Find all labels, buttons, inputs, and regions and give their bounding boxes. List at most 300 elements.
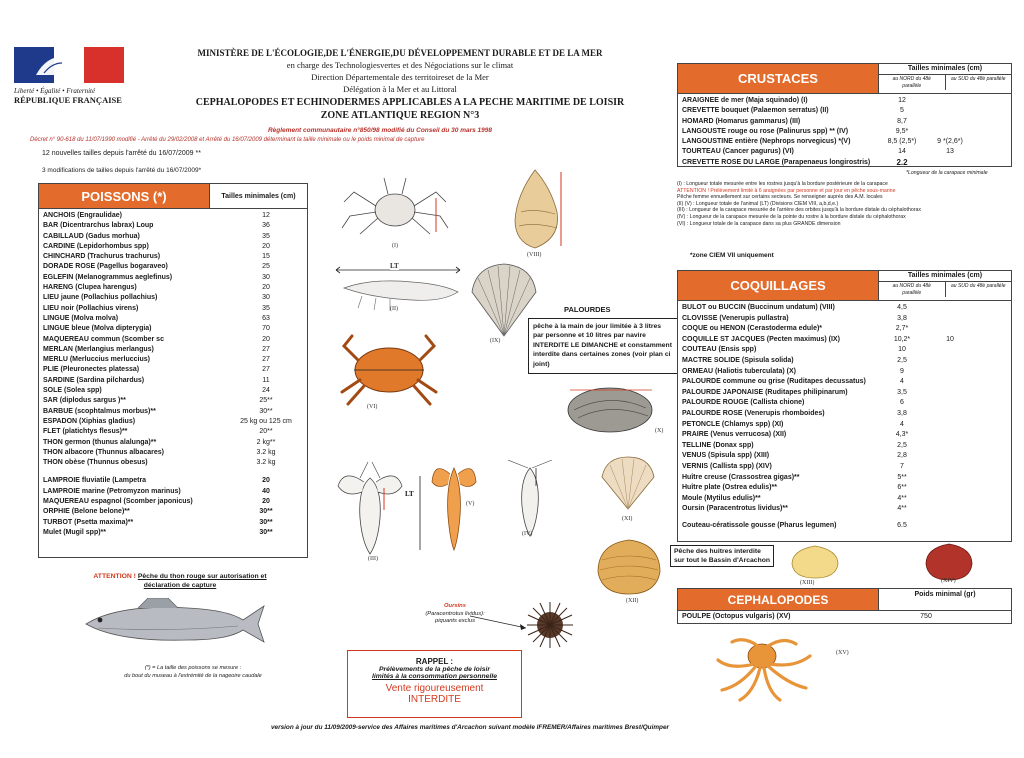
palourdes-title: PALOURDES bbox=[564, 305, 611, 314]
crustaces-notes bbox=[677, 181, 1012, 227]
crustacean-note: (II) (V) : Longueur totale de l'animal (LT) (Divisions CIEM VIII, a,b,d,e.) bbox=[677, 200, 839, 207]
fish-size: 25 kg ou 125 cm bbox=[240, 417, 292, 425]
attention-thon bbox=[70, 572, 290, 590]
size-north: 6.5 bbox=[897, 521, 907, 529]
coquillages-table bbox=[677, 270, 1012, 542]
shellfish-name: Huître plate (Ostrea edulis)** bbox=[682, 484, 777, 492]
size-south bbox=[926, 314, 974, 325]
table-row bbox=[682, 158, 1007, 168]
fish-name: ORPHIE (Belone belone)** bbox=[43, 508, 130, 516]
crustacean-name: LANGOUSTE rouge ou rose (Palinurus spp) ** (IV) bbox=[682, 127, 849, 135]
table-row bbox=[682, 367, 1007, 378]
size-north: 2,8 bbox=[897, 452, 907, 460]
fish-size: 15 bbox=[262, 253, 270, 261]
size-south bbox=[926, 356, 974, 367]
table-row bbox=[43, 273, 303, 283]
crustacean-note: (VI) : Longueur totale de la carapace dans sa plus GRANDE dimension bbox=[677, 220, 841, 227]
fish-name: MAQUEREAU espagnol (Scomber japonicus) bbox=[43, 498, 193, 506]
table-row bbox=[682, 303, 1007, 314]
size-north: 4** bbox=[897, 494, 907, 502]
fish-name: SARDINE (Sardina pilchardus) bbox=[43, 376, 145, 384]
fish-size: 27 bbox=[262, 356, 270, 364]
crustacean-note: (I) : Longueur totale mesurée entre les rostres jusqu'à la bordure postérieure de la carapace bbox=[677, 181, 888, 187]
size-south bbox=[926, 158, 974, 168]
size-north: 6** bbox=[897, 484, 907, 492]
fig-label-lt-1: LT bbox=[390, 262, 399, 270]
rappel-title: RAPPEL : bbox=[415, 657, 454, 666]
table-row bbox=[682, 462, 1007, 473]
fish-size: 27 bbox=[262, 366, 270, 374]
size-south bbox=[926, 127, 974, 137]
fish-size: 30** bbox=[259, 508, 273, 516]
cephalopodes-table bbox=[677, 588, 1012, 624]
direction-line: Direction Départementale des territoireset de la Mer bbox=[311, 72, 489, 82]
praire-illustration bbox=[594, 536, 664, 598]
fish-size: 40 bbox=[262, 487, 270, 495]
huitres-note bbox=[670, 545, 774, 567]
fish-name: LAMPROIE marine (Petromyzon marinus) bbox=[43, 487, 181, 495]
table-row bbox=[682, 388, 1007, 399]
oursin-arrow bbox=[468, 614, 530, 634]
fig-label-xiii: (XIII) bbox=[800, 580, 815, 586]
table-row bbox=[43, 438, 303, 448]
table-row bbox=[43, 293, 303, 303]
fish-name: MAQUEREAU commun (Scomber sc bbox=[43, 335, 164, 343]
oursin-illustration bbox=[525, 600, 575, 650]
size-south: 9 *(2,6*) bbox=[937, 138, 963, 146]
fig-label-vi: (VI) bbox=[367, 404, 378, 410]
table-row bbox=[682, 430, 1007, 441]
size-north: 4 bbox=[900, 420, 904, 428]
fig-label-v: (V) bbox=[466, 501, 475, 507]
table-row bbox=[682, 335, 1007, 346]
table-row bbox=[682, 409, 1007, 420]
shellfish-name: PALOURDE JAPONAISE (Ruditapes philipinarum) bbox=[682, 388, 848, 396]
shellfish-name: Oursin (Paracentrotus lividus)** bbox=[682, 505, 788, 513]
fish-name: TURBOT (Psetta maxima)** bbox=[43, 518, 134, 526]
regulation-line: Règlement communautaire n°850/98 modifié du Conseil du 30 mars 1998 bbox=[267, 127, 493, 134]
fish-size: 27 bbox=[262, 345, 270, 353]
table-row bbox=[43, 427, 303, 437]
shellfish-name: TELLINE (Donax spp) bbox=[682, 441, 754, 449]
table-row bbox=[682, 147, 1007, 157]
fish-size: 30** bbox=[259, 518, 273, 526]
table-row bbox=[43, 365, 303, 375]
crustacean-name: HOMARD (Homarus gammarus) (III) bbox=[682, 117, 801, 125]
table-row bbox=[43, 448, 303, 458]
crustaces-col-north: au NORD du 48è parallèle bbox=[892, 76, 931, 89]
fish-size: 25 bbox=[262, 263, 270, 271]
fish-size: 63 bbox=[262, 314, 270, 322]
table-row bbox=[682, 106, 1007, 116]
table-row bbox=[43, 528, 303, 538]
table-row bbox=[682, 324, 1007, 335]
size-south bbox=[926, 451, 974, 462]
fish-measure-note bbox=[98, 664, 288, 680]
fig-label-iii: (III) bbox=[368, 556, 378, 562]
shellfish-name: MACTRE SOLIDE (Spisula solida) bbox=[682, 356, 794, 364]
size-south bbox=[926, 388, 974, 399]
crustacean-name: ARAIGNEE de mer (Maja squinado) (I) bbox=[682, 97, 808, 104]
size-north: 4 bbox=[900, 378, 904, 386]
fish-note-line-2: du bout du museau à l'extrémité de la nageoire caudale bbox=[124, 673, 262, 679]
size-north: 10 bbox=[898, 346, 906, 354]
shellfish-name: PALOURDE ROSE (Venerupis rhomboides) bbox=[682, 409, 825, 417]
fish-name: THON albacore (Thunnus albacares) bbox=[43, 448, 164, 456]
fig-label-xi: (XI) bbox=[622, 516, 633, 522]
ministry-line: MINISTÈRE DE L'ÉCOLOGIE,DE L'ÉNERGIE,DU DÉVELOPPEMENT DURABLE ET DE LA MER bbox=[197, 48, 603, 58]
sea-bass-illustration bbox=[78, 598, 268, 648]
table-row bbox=[43, 497, 303, 507]
table-row bbox=[682, 398, 1007, 409]
shellfish-name: PALOURDE commune ou grise (Ruditapes decussatus) bbox=[682, 378, 866, 386]
size-south bbox=[926, 441, 974, 452]
table-row bbox=[43, 458, 303, 468]
size-south bbox=[926, 377, 974, 388]
size-south bbox=[926, 96, 974, 106]
table-row bbox=[43, 507, 303, 517]
fig-label-viii: (VIII) bbox=[527, 252, 542, 258]
size-south bbox=[926, 367, 974, 378]
rappel-line-2: limités à la consommation personnelle bbox=[371, 673, 498, 680]
crustacean-note: ATTENTION ! Prélèvement limité à 6 araignées par personne et par jour en pêche sous-marine bbox=[677, 187, 896, 194]
table-row bbox=[682, 473, 1007, 484]
shellfish-name: COQUE ou HENON (Cerastoderma edule)* bbox=[682, 325, 823, 333]
fish-name: MERLU (Merluccius merluccius) bbox=[43, 356, 150, 364]
attention-text-1: Pêche du thon rouge sur autorisation et bbox=[137, 573, 267, 580]
size-south bbox=[926, 462, 974, 473]
crustaces-title: CRUSTACES bbox=[678, 64, 878, 93]
table-row bbox=[43, 242, 303, 252]
cephalopodes-rows bbox=[678, 611, 1011, 622]
table-row bbox=[682, 345, 1007, 356]
fish-size: 20 bbox=[262, 477, 270, 485]
rappel-vente-1: Vente rigoureusement bbox=[385, 683, 484, 694]
size-north: 7 bbox=[900, 462, 904, 470]
table-row bbox=[43, 211, 303, 221]
fish-name: LAMPROIE fluviatile (Lampetra bbox=[43, 477, 147, 485]
table-row bbox=[43, 386, 303, 396]
fish-size: 30** bbox=[259, 528, 273, 536]
shellfish-name: ORMEAU (Haliotis tuberculata) (X) bbox=[682, 367, 796, 375]
crustacean-note: Pêche femme ennuellement sur certains secteurs. Se renseigner auprès des A.M. locales bbox=[677, 194, 883, 201]
flag-icon bbox=[14, 45, 124, 85]
size-south bbox=[926, 473, 974, 484]
crustacean-name: LANGOUSTINE entière (Nephrops norvegicus) *(V) bbox=[682, 138, 851, 146]
size-south bbox=[926, 521, 974, 532]
table-row bbox=[682, 494, 1007, 505]
table-row bbox=[43, 476, 303, 486]
crustacean-note: (III) : Longueur de la carapace mesurée de l'arrière des orbites jusqu'à la bordure distale du céphalothorax bbox=[677, 207, 921, 214]
crustacean-note: (IV) : Longueur de la carapace mesurée de la pointe du rostre à la bordure distale du céphalothorax bbox=[677, 213, 906, 220]
size-south bbox=[926, 483, 974, 494]
spider-crab-illustration bbox=[340, 172, 450, 242]
shellfish-name: Moule (Mytilus edulis)** bbox=[682, 494, 761, 502]
marianne-logo bbox=[14, 45, 124, 113]
size-south bbox=[926, 106, 974, 116]
fish-name: CARDINE (Lepidorhombus spp) bbox=[43, 242, 149, 250]
table-row bbox=[682, 612, 1007, 622]
table-row bbox=[43, 324, 303, 334]
table-row bbox=[43, 396, 303, 406]
table-row bbox=[43, 314, 303, 324]
fish-name: PLIE (Pleuronectes platessa) bbox=[43, 366, 140, 374]
cephalopodes-title: CEPHALOPODES bbox=[678, 589, 878, 610]
size-north: 14 bbox=[898, 148, 906, 156]
table-row bbox=[43, 355, 303, 365]
fish-name: CHINCHARD (Trachurus trachurus) bbox=[43, 253, 161, 261]
fish-name: LINGUE (Molva molva) bbox=[43, 314, 119, 322]
fish-name: THON obèse (Thunnus obesus) bbox=[43, 459, 148, 467]
fish-name: CABILLAUD (Gadus morhua) bbox=[43, 232, 140, 240]
poissons-col-header: Tailles minimales (cm) bbox=[209, 184, 307, 208]
size-north: 2,5 bbox=[897, 356, 907, 364]
fig-label-xv: (XV) bbox=[836, 650, 849, 656]
shellfish-name: COUTEAU (Ensis spp) bbox=[682, 346, 757, 354]
palourdes-box bbox=[528, 318, 678, 374]
fish-name: BARBUE (scophtalmus morbus)** bbox=[43, 407, 156, 415]
shellfish-name: PALOURDE ROUGE (Callista chione) bbox=[682, 399, 805, 407]
table-row bbox=[43, 335, 303, 345]
table-row bbox=[43, 262, 303, 272]
table-row bbox=[43, 221, 303, 231]
fish-size: 36 bbox=[262, 222, 270, 230]
coquillages-col-south: au SUD du 48è parallèle bbox=[945, 282, 1012, 297]
fish-size: 30 bbox=[262, 273, 270, 281]
fish-name: HARENG (Clupea harengus) bbox=[43, 284, 137, 292]
fish-name: DORADE ROSE (Pagellus bogaraveo) bbox=[43, 263, 168, 271]
fish-name: BAR (Dicentrarchus labrax) Loup bbox=[43, 222, 154, 230]
cephalopodes-col-header: Poids minimal (gr) bbox=[878, 589, 1011, 610]
crustaces-rows bbox=[678, 94, 1011, 168]
table-row bbox=[682, 521, 1007, 532]
crustacean-name: CREVETTE bouquet (Palaemon serratus) (II) bbox=[682, 107, 829, 115]
table-row bbox=[682, 314, 1007, 325]
shellfish-name: BULOT ou BUCCIN (Buccinum undatum) (VIII) bbox=[682, 304, 835, 311]
palourdes-text: pêche à la main de jour limitée à 3 litres par personne et 10 litres par navire INTERDITE LE DIMANCHE et constamment interdite dans certaines zones (voir plan ci joint) bbox=[533, 323, 672, 368]
huitres-note-line-2: sur tout le Bassin d'Arcachon bbox=[674, 557, 771, 564]
size-north: 9,5* bbox=[895, 127, 909, 135]
table-row bbox=[43, 407, 303, 417]
carapace-note: *Longueur de la carapace minimale bbox=[906, 170, 988, 176]
table-row bbox=[682, 127, 1007, 137]
size-south bbox=[926, 430, 974, 441]
fish-name: MERLAN (Merlangius merlangus) bbox=[43, 345, 154, 353]
coquillages-col-header: Tailles minimales (cm) bbox=[879, 271, 1011, 282]
shellfish-name: PRAIRE (Venus verrucosa) (XII) bbox=[682, 431, 787, 439]
size-north: 8,5 (2,5*) bbox=[887, 138, 917, 146]
fig-label-x: (X) bbox=[655, 428, 664, 434]
fish-name: FLET (platichtys flesus)** bbox=[43, 428, 128, 436]
table-row bbox=[43, 345, 303, 355]
whelk-illustration bbox=[505, 168, 565, 252]
fish-name: EGLEFIN (Melanogrammus aeglefinus) bbox=[43, 273, 173, 281]
spiny-lobster-illustration bbox=[500, 460, 560, 540]
oursin-line-1: (Paracentrotus lividus): bbox=[425, 610, 485, 617]
size-south bbox=[926, 117, 974, 127]
table-row bbox=[682, 451, 1007, 462]
fish-size: 20** bbox=[259, 428, 273, 436]
coquillages-rows bbox=[678, 301, 1011, 531]
size-north: 2,7* bbox=[895, 325, 909, 333]
size-north: 5** bbox=[897, 473, 907, 481]
size-south bbox=[926, 409, 974, 420]
coquillages-col-north: au NORD du 48è parallèle bbox=[892, 283, 931, 296]
rappel-line-1: Prélèvements de la pêche de loisir bbox=[378, 666, 491, 673]
table-row bbox=[43, 376, 303, 386]
table-row bbox=[682, 117, 1007, 127]
size-north: 12 bbox=[898, 97, 906, 104]
modifications-note: 3 modifications de tailles depuis l'arrêté du 16/07/2009* bbox=[42, 167, 202, 174]
fish-size: 20 bbox=[262, 498, 270, 506]
attention-label: ATTENTION ! bbox=[93, 573, 136, 580]
page-title: CEPHALOPODES ET ECHINODERMES APPLICABLES A LA PECHE MARITIME DE LOISIR bbox=[195, 97, 625, 108]
fish-size: 2 kg** bbox=[256, 438, 276, 446]
size-south bbox=[926, 494, 974, 505]
octopus-illustration bbox=[710, 634, 820, 704]
fish-name: LINGUE bleue (Molva dipterygia) bbox=[43, 325, 152, 333]
fish-size: 24 bbox=[262, 387, 270, 395]
size-south bbox=[926, 303, 974, 314]
fish-size: 12 bbox=[262, 212, 270, 219]
edible-crab-illustration bbox=[334, 330, 444, 414]
fish-size: 11 bbox=[262, 376, 270, 384]
republique-motto: Liberté • Égalité • Fraternité bbox=[14, 87, 96, 95]
fish-name: SAR (diplodus sargus )** bbox=[43, 397, 126, 405]
table-row bbox=[43, 252, 303, 262]
page-subtitle: ZONE ATLANTIQUE REGION N°3 bbox=[320, 110, 480, 121]
fish-size: 3.2 kg bbox=[256, 459, 276, 467]
size-south: 10 bbox=[946, 335, 954, 343]
fish-size: 35 bbox=[262, 304, 270, 312]
table-row bbox=[682, 441, 1007, 452]
oursin-title: Oursins bbox=[444, 603, 466, 609]
lobster-illustration bbox=[330, 458, 410, 558]
fish-size: 35 bbox=[262, 232, 270, 240]
decree-line: Décret n° 90-618 du 11/07/1990 modifié - Arrêté du 29/02/2008 et Arrêté du 16/07/2009 déterminant la taille minimale ou le poids minimal de capture bbox=[30, 137, 425, 143]
fish-size: 20 bbox=[262, 284, 270, 292]
table-row bbox=[682, 137, 1007, 147]
table-row bbox=[43, 518, 303, 528]
ministry-subline: en charge des Technologiesvertes et des Négociations sur le climat bbox=[286, 60, 514, 70]
poissons-title: POISSONS (*) bbox=[39, 184, 209, 208]
fish-size: 20 bbox=[262, 242, 270, 250]
table-row bbox=[682, 504, 1007, 515]
ciem-note: *zone CIEM VII uniquement bbox=[690, 252, 774, 259]
fish-size: 30 bbox=[262, 294, 270, 302]
size-north: 2.2 bbox=[896, 157, 908, 167]
size-north: 8,7 bbox=[897, 117, 907, 125]
crustaces-col-south: au SUD du 48è parallèle bbox=[945, 75, 1012, 90]
republique-name: RÉPUBLIQUE FRANÇAISE bbox=[14, 95, 122, 105]
shellfish-name: COQUILLE ST JACQUES (Pecten maximus) (IX) bbox=[682, 335, 840, 343]
fig-label-ix: (IX) bbox=[490, 338, 501, 344]
rappel-vente-2: INTERDITE bbox=[408, 694, 461, 705]
size-south bbox=[926, 504, 974, 515]
size-south bbox=[926, 345, 974, 356]
crustacean-name: CREVETTE ROSE DU LARGE (Parapenaeus longirostris) bbox=[682, 158, 871, 166]
size-south: 13 bbox=[946, 148, 954, 156]
attention-text-2: déclaration de capture bbox=[143, 582, 217, 589]
pecten-illustration bbox=[598, 455, 658, 511]
fish-size: 3.2 kg bbox=[256, 448, 276, 456]
fish-name: THON germon (thunus alalunga)** bbox=[43, 438, 157, 446]
footer-note: version à jour du 11/09/2009-service des Affaires maritimes d'Arcachon suivant modèle IFREMER/Affaires maritimes Brest/Quimper bbox=[270, 724, 669, 731]
langoustine-illustration bbox=[414, 456, 494, 556]
fish-name: LIEU jaune (Pollachius pollachius) bbox=[43, 294, 158, 302]
poissons-table bbox=[38, 183, 308, 558]
rappel-box bbox=[347, 650, 522, 718]
fig-label-xii: (XII) bbox=[626, 598, 639, 604]
fish-size: 25** bbox=[259, 397, 273, 405]
table-row bbox=[43, 304, 303, 314]
fish-size: 30** bbox=[259, 407, 273, 415]
size-north: 6 bbox=[900, 399, 904, 407]
abalone-illustration bbox=[566, 384, 656, 434]
fish-name: SOLE (Solea spp) bbox=[43, 387, 102, 395]
size-south bbox=[926, 398, 974, 409]
shellfish-name: CLOVISSE (Venerupis pullastra) bbox=[682, 314, 789, 322]
size-north: 4,5 bbox=[897, 304, 907, 311]
crustaces-col-header: Tailles minimales (cm) bbox=[879, 64, 1011, 75]
table-row bbox=[43, 232, 303, 242]
fish-name: ANCHOIS (Engraulidae) bbox=[43, 212, 122, 219]
new-sizes-note: 12 nouvelles tailles depuis l'arrêté du 16/07/2009 ** bbox=[42, 150, 201, 157]
poissons-rows bbox=[39, 209, 307, 538]
table-row bbox=[682, 356, 1007, 367]
table-row bbox=[682, 483, 1007, 494]
fig-label-iv: (IV) bbox=[522, 531, 533, 537]
fish-size: 70 bbox=[262, 325, 270, 333]
cephalopod-weight: 750 bbox=[920, 613, 932, 620]
size-north: 9 bbox=[900, 367, 904, 375]
table-row bbox=[43, 283, 303, 293]
delegation-line: Délégation à la Mer et au Littoral bbox=[343, 84, 457, 94]
venus-illustration bbox=[790, 544, 840, 580]
size-north: 10,2* bbox=[893, 335, 911, 343]
table-row bbox=[682, 96, 1007, 106]
size-north: 3,5 bbox=[897, 388, 907, 396]
table-row bbox=[43, 417, 303, 427]
fish-size: 20 bbox=[262, 335, 270, 343]
size-north: 4,3* bbox=[895, 431, 909, 439]
fish-name: Mulet (Mugil spp)** bbox=[43, 528, 106, 536]
fig-label-ii: (II) bbox=[390, 306, 398, 312]
size-north: 3,8 bbox=[897, 409, 907, 417]
table-row bbox=[682, 377, 1007, 388]
crustaces-table bbox=[677, 63, 1012, 167]
size-north: 2,5 bbox=[897, 441, 907, 449]
size-north: 4** bbox=[897, 505, 907, 513]
fish-name: LIEU noir (Pollachius virens) bbox=[43, 304, 139, 312]
size-north: 5 bbox=[900, 107, 904, 115]
size-north: 3,8 bbox=[897, 314, 907, 322]
crustacean-name: TOURTEAU (Cancer pagurus) (VI) bbox=[682, 148, 794, 156]
huitres-note-line-1: Pêche des huitres interdite bbox=[674, 548, 761, 555]
fig-label-xiv: (XIV) bbox=[941, 578, 956, 584]
shellfish-name: Couteau-cératissole gousse (Pharus legumen) bbox=[682, 521, 837, 529]
shellfish-name: PETONCLE (Chlamys spp) (XI) bbox=[682, 420, 784, 428]
table-row bbox=[682, 420, 1007, 431]
shrimp-illustration bbox=[332, 262, 472, 314]
table-row bbox=[43, 487, 303, 497]
vernis-illustration bbox=[924, 542, 974, 582]
fig-label-i: (I) bbox=[392, 243, 398, 249]
size-south bbox=[926, 420, 974, 431]
size-south bbox=[926, 324, 974, 335]
cephalopod-name: POULPE (Octopus vulgaris) (XV) bbox=[682, 613, 791, 620]
shellfish-name: Huître creuse (Crassostrea gigas)** bbox=[682, 473, 800, 481]
